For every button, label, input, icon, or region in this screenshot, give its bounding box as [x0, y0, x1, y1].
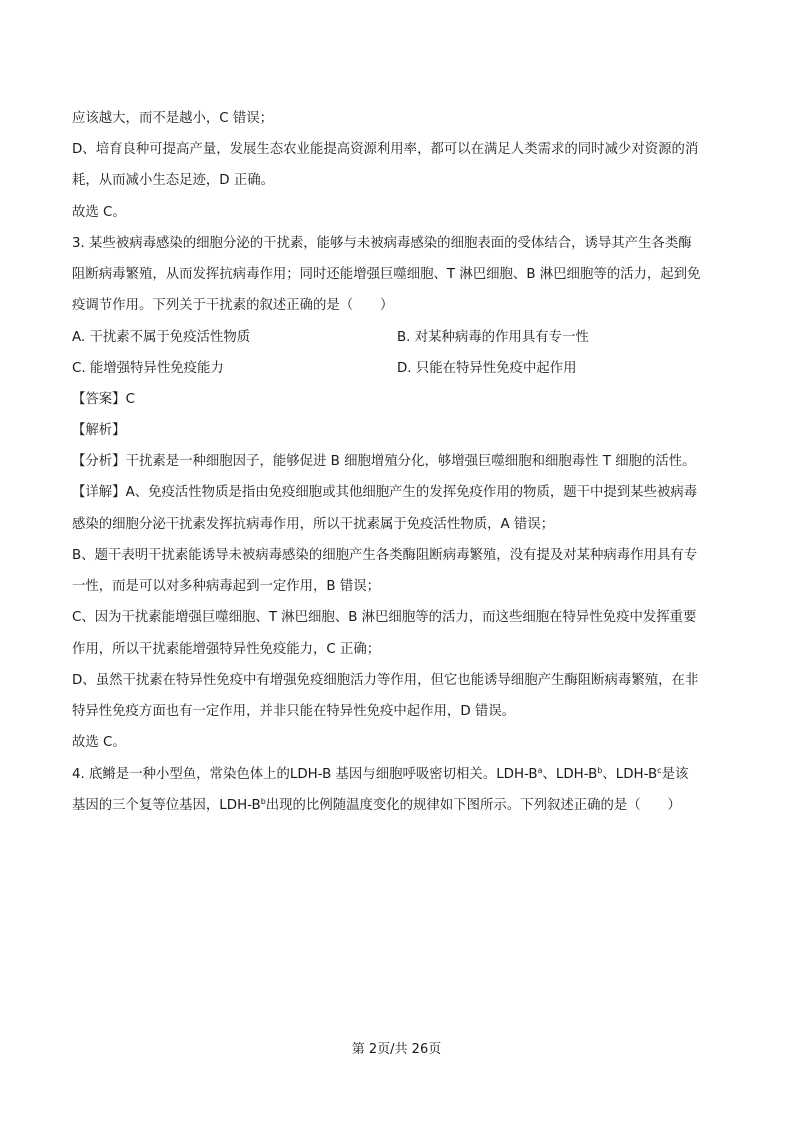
text-line-1: 应该越大，而不是越小，C 错误；: [72, 111, 274, 126]
explanation-line-4: C、因为干扰素能增强巨噬细胞、T 淋巴细胞、B 淋巴细胞等的活力，而这些细胞在特异性免疫中发挥重要: [72, 610, 697, 625]
explanation-line-2: B、题干表明干扰素能诱导未被病毒感染的细胞产生各类酶阻断病毒繁殖，没有提及对某种病毒作用具有专: [72, 548, 698, 563]
q4-line2-text-2: 出现的比例随温度变化的规律如下图所示。下列叙述正确的是（ ）: [265, 798, 681, 813]
q4-sup-a: a: [537, 766, 543, 775]
question-4-line-1: [72, 766, 732, 784]
conclusion-line-2: 故选 C。: [72, 735, 126, 750]
fenxi-tag: 【分析】: [72, 454, 126, 469]
answer-line: [72, 391, 732, 409]
answer-tag: 【答案】: [72, 392, 126, 407]
q4-text-1: 4. 底鳉是一种小型鱼，常染色体上的LDH-B 基因与细胞呼吸密切相关。LDH-B: [72, 767, 538, 782]
answer-value: C: [125, 392, 135, 407]
q4-sup-b: b: [597, 766, 603, 775]
explanation-line-5: 作用，所以干扰素能增强特异性免疫能力，C 正确；: [72, 642, 381, 657]
conclusion-line-1: 故选 C。: [72, 205, 126, 220]
option-a: A. 干扰素不属于免疫活性物质: [72, 330, 251, 345]
option-b: B. 对某种病毒的作用具有专一性: [397, 330, 589, 345]
option-c: C. 能增强特异性免疫能力: [72, 361, 224, 376]
question-3-line-1: 3. 某些被病毒感染的细胞分泌的干扰素，能够与未被病毒感染的细胞表面的受体结合，诱导其产生各类酶: [72, 236, 692, 251]
q4-text-2: 是该: [661, 767, 689, 782]
text-line-2: D、培育良种可提高产量，发展生态农业能提高资源利用率，都可以在满足人类需求的同时减少对资源的消: [72, 142, 699, 157]
fenxi-text: 干扰素是一种细胞因子，能够促进 B 细胞增殖分化，够增强巨噬细胞和细胞毒性 T 细胞的活性。: [125, 454, 696, 469]
analysis-tag: 【解析】: [72, 423, 126, 438]
q4-line2-sup: b: [260, 797, 266, 806]
explanation-line-1: 感染的细胞分泌干扰素发挥抗病毒作用，所以干扰素属于免疫活性物质，A 错误；: [72, 517, 555, 532]
page-footer: 第 2页/共 26页: [351, 1042, 442, 1057]
option-d: D. 只能在特异性免疫中起作用: [397, 361, 577, 376]
q4-sep-2: 、LDH-B: [602, 767, 658, 782]
explanation-line-7: 特异性免疫方面也有一定作用，并非只能在特异性免疫中起作用，D 错误。: [72, 704, 516, 719]
q4-sep-1: 、LDH-B: [542, 767, 598, 782]
fenxi-line: [72, 453, 732, 471]
xiangjie-text: A、免疫活性物质是指由免疫细胞或其他细胞产生的发挥免疫作用的物质，题干中提到某些被病毒: [125, 485, 698, 500]
question-3-line-3: 疫调节作用。下列关于干扰素的叙述正确的是（ ）: [72, 298, 394, 313]
q4-line2-text-1: 基因的三个复等位基因，LDH-B: [72, 798, 261, 813]
question-4-line-2: [72, 797, 732, 815]
question-3-line-2: 阻断病毒繁殖，从而发挥抗病毒作用；同时还能增强巨噬细胞、T 淋巴细胞、B 淋巴细胞等的活力，起到免: [72, 267, 701, 282]
xiangjie-tag: 【详解】: [72, 485, 126, 500]
xiangjie-line: [72, 484, 732, 502]
text-line-3: 耗，从而减小生态足迹，D 正确。: [72, 173, 275, 188]
explanation-line-3: 一性，而是可以对多种病毒起到一定作用，B 错误；: [72, 579, 381, 594]
explanation-line-6: D、虽然干扰素在特异性免疫中有增强免疫细胞活力等作用，但它也能诱导细胞产生酶阻断病毒繁殖，在非: [72, 673, 699, 688]
q4-sup-c: c: [657, 766, 662, 775]
